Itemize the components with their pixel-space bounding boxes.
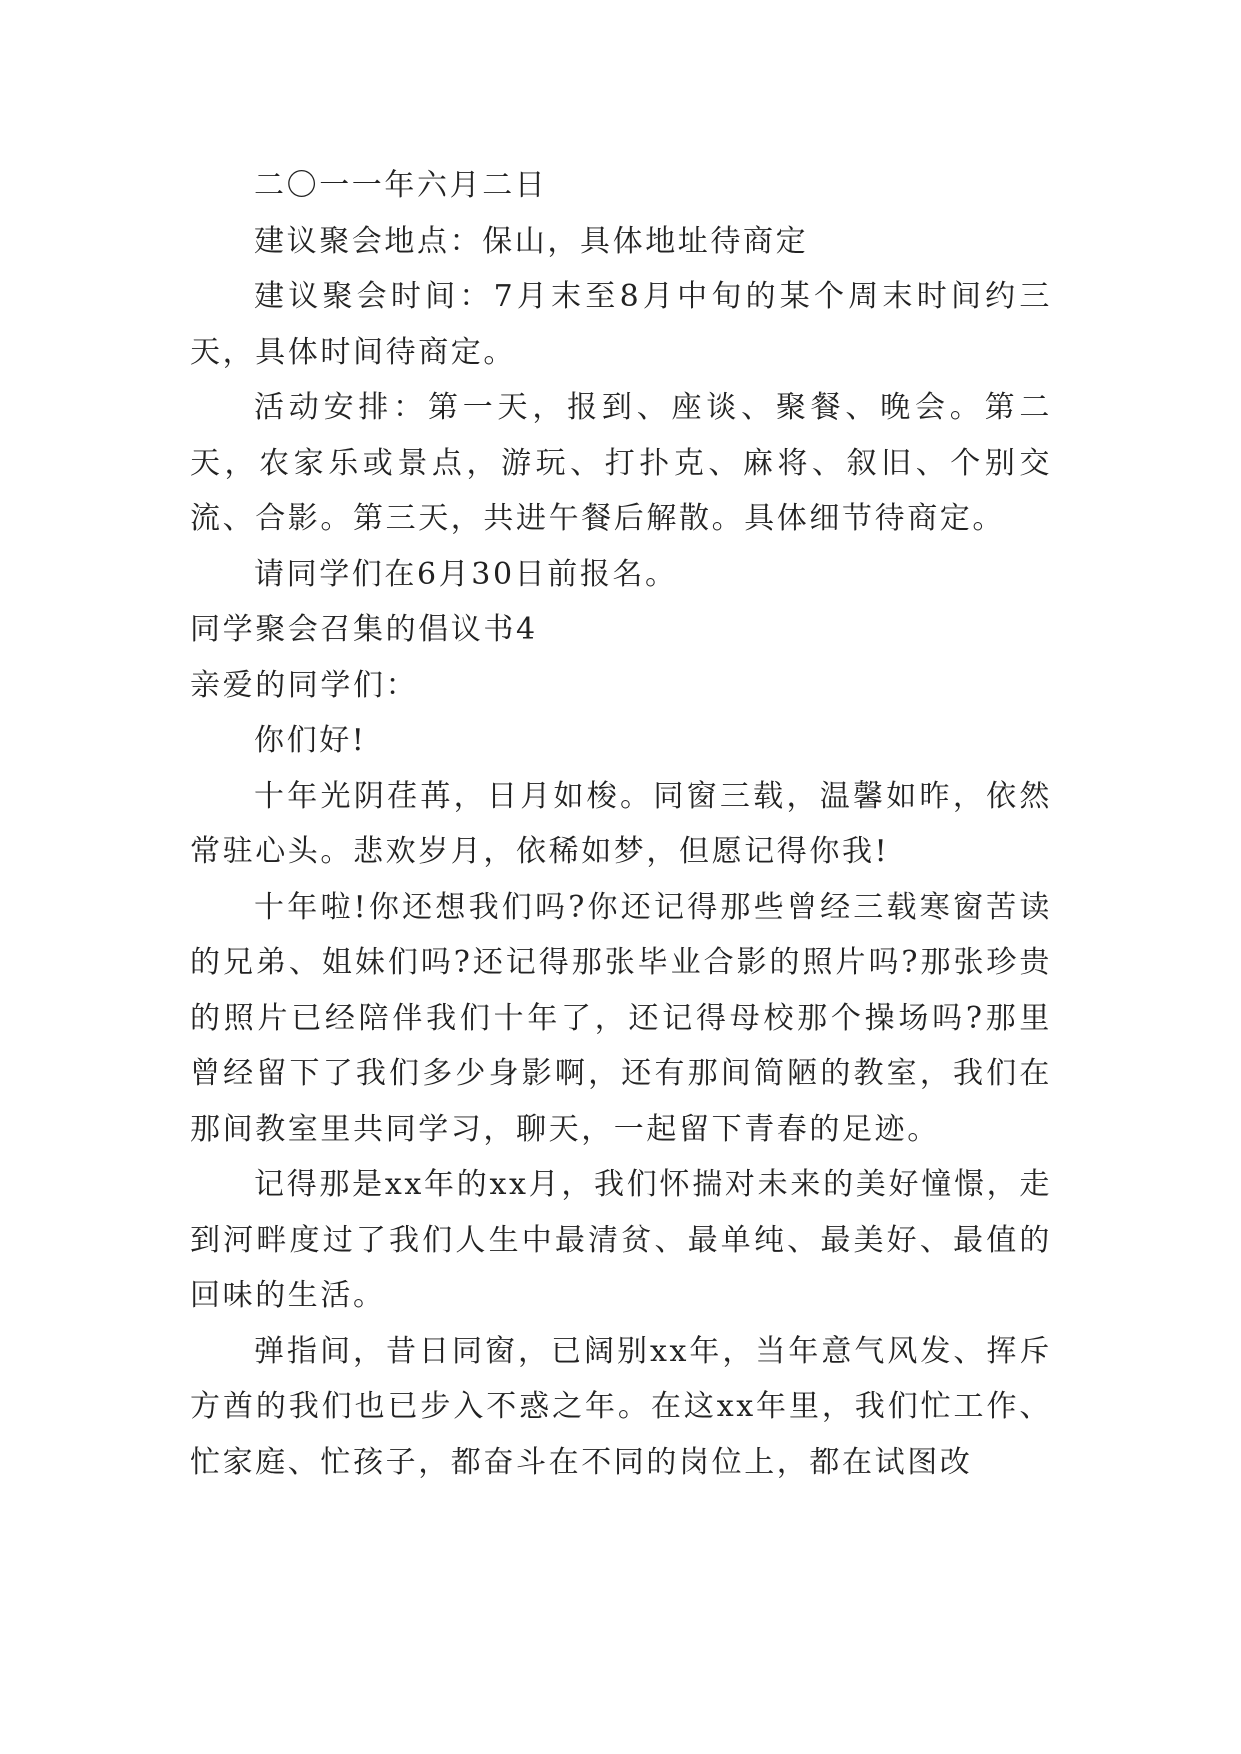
time-paragraph: 建议聚会时间：7月末至8月中旬的某个周末时间约三天，具体时间待商定。 [190, 279, 1052, 370]
date-line: 二〇一一年六月二日 [254, 168, 548, 203]
registration-paragraph: 请同学们在6月30日前报名。 [254, 556, 678, 592]
section-title: 同学聚会召集的倡议书4 [190, 612, 538, 647]
body-paragraph-3: 记得那是xx年的xx月，我们怀揣对未来的美好憧憬，走到河畔度过了我们人生中最清贫、最单纯、最美好、最值的回味的生活。 [190, 1167, 1052, 1313]
body-paragraph-2: 十年啦!你还想我们吗?你还记得那些曾经三载寒窗苦读的兄弟、姐妹们吗?还记得那张毕业合影的照片吗?那张珍贵的照片已经陪伴我们十年了，还记得母校那个操场吗?那里曾经留下了我们多少身影啊，还有那间简陋的教室，我们在那间教室里共同学习，聊天，一起留下青春的足迹。 [190, 889, 1052, 1147]
document-body [190, 158, 1052, 1490]
salutation: 亲爱的同学们： [190, 667, 419, 703]
venue-paragraph: 建议聚会地点：保山，具体地址待商定 [254, 223, 809, 259]
body-paragraph-1: 十年光阴荏苒，日月如梭。同窗三载，温馨如昨，依然常驻心头。悲欢岁月，依稀如梦，但愿记得你我! [190, 778, 1052, 869]
schedule-paragraph: 活动安排：第一天，报到、座谈、聚餐、晚会。第二天，农家乐或景点，游玩、打扑克、麻将、叙旧、个别交流、合影。第三天，共进午餐后解散。具体细节待商定。 [190, 390, 1052, 536]
body-paragraph-4: 弹指间，昔日同窗，已阔别xx年，当年意气风发、挥斥方酋的我们也已步入不惑之年。在这xx年里，我们忙工作、忙家庭、忙孩子，都奋斗在不同的岗位上，都在试图改 [190, 1333, 1052, 1480]
greeting: 你们好! [254, 723, 367, 758]
